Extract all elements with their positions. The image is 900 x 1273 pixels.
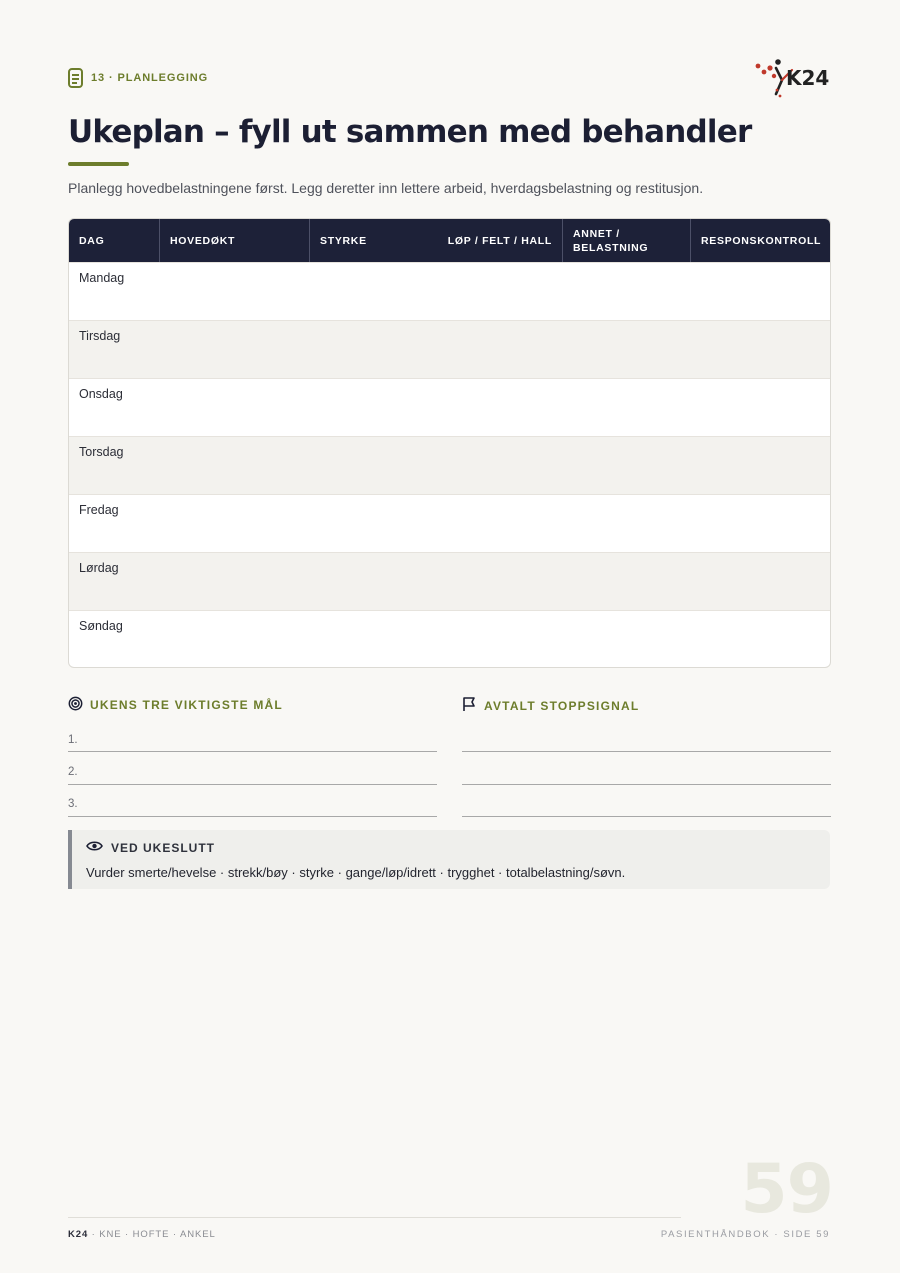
response-check-cell[interactable] xyxy=(691,263,830,320)
page-subtitle: Planlegg hovedbelastningene først. Legg deretter inn lettere arbeid, hverdagsbelastning og restitusjon. xyxy=(68,180,704,196)
strength-run-cell[interactable] xyxy=(310,611,563,668)
main-session-cell[interactable] xyxy=(160,553,310,610)
eye-icon xyxy=(86,840,103,855)
flag-icon xyxy=(462,696,477,715)
strength-run-cell[interactable] xyxy=(310,553,563,610)
section-tag xyxy=(68,68,208,88)
footer-topics: · KNE · HOFTE · ANKEL xyxy=(88,1229,216,1240)
other-load-cell[interactable] xyxy=(563,263,691,320)
table-row xyxy=(69,610,830,668)
goal-number: 2. xyxy=(68,766,78,778)
main-session-cell[interactable] xyxy=(160,437,310,494)
column-header-run-field-hall: LØP / FELT / HALL xyxy=(447,234,552,247)
response-check-cell[interactable] xyxy=(691,321,830,378)
column-header-strength-run xyxy=(310,219,563,262)
goal-line[interactable] xyxy=(68,816,437,817)
goals-title: UKENS TRE VIKTIGSTE MÅL xyxy=(90,698,283,712)
day-cell: Tirsdag xyxy=(79,329,121,343)
title-underline xyxy=(68,162,129,166)
callout-title: VED UKESLUTT xyxy=(111,840,216,855)
response-check-cell[interactable] xyxy=(691,611,830,668)
goal-line[interactable] xyxy=(68,784,437,785)
big-page-number: 59 xyxy=(740,1150,833,1229)
day-cell: Fredag xyxy=(79,503,119,517)
calendar-icon xyxy=(68,68,83,88)
target-icon xyxy=(68,696,83,714)
footer-page-label: PASIENTHÅNDBOK · SIDE 59 xyxy=(660,1229,830,1240)
response-check-cell[interactable] xyxy=(691,495,830,552)
response-check-cell[interactable] xyxy=(691,379,830,436)
goal-number: 3. xyxy=(68,798,78,810)
goal-line[interactable] xyxy=(68,751,437,752)
table-row xyxy=(69,262,830,320)
day-cell: Torsdag xyxy=(79,445,124,459)
main-session-cell[interactable] xyxy=(160,611,310,668)
strength-run-cell[interactable] xyxy=(310,379,563,436)
table-header xyxy=(69,219,830,262)
stop-signal-line[interactable] xyxy=(462,784,831,785)
table-row xyxy=(69,494,830,552)
other-load-cell[interactable] xyxy=(563,611,691,668)
goal-number: 1. xyxy=(68,734,78,746)
column-header-day: DAG xyxy=(69,219,160,262)
k24-logo xyxy=(752,58,832,100)
stop-signal-heading xyxy=(462,696,639,715)
table-row xyxy=(69,552,830,610)
strength-run-cell[interactable] xyxy=(310,495,563,552)
other-load-cell[interactable] xyxy=(563,321,691,378)
stop-signal-title: AVTALT STOPPSIGNAL xyxy=(484,698,640,713)
other-load-cell[interactable] xyxy=(563,437,691,494)
footer-left xyxy=(68,1229,216,1240)
table-row xyxy=(69,320,830,378)
callout-heading xyxy=(86,840,215,855)
day-cell: Søndag xyxy=(79,619,123,633)
week-end-callout xyxy=(68,830,830,889)
main-session-cell[interactable] xyxy=(160,495,310,552)
footer-brand: K24 xyxy=(68,1229,89,1240)
callout-text: Vurder smerte/hevelse · strekk/bøy · styrke · gange/løp/idrett · trygghet · totalbelastning/søvn. xyxy=(86,865,626,880)
day-cell: Lørdag xyxy=(79,561,119,575)
section-label: 13 · PLANLEGGING xyxy=(91,72,209,84)
stop-signal-line[interactable] xyxy=(462,751,831,752)
goals-heading xyxy=(68,696,283,714)
table-row xyxy=(69,436,830,494)
main-session-cell[interactable] xyxy=(160,379,310,436)
day-cell: Onsdag xyxy=(79,387,123,401)
day-cell: Mandag xyxy=(79,271,125,285)
strength-run-cell[interactable] xyxy=(310,263,563,320)
column-header-response-check: RESPONSKONTROLL xyxy=(701,234,822,247)
response-check-cell[interactable] xyxy=(691,437,830,494)
other-load-cell[interactable] xyxy=(563,495,691,552)
main-session-cell[interactable] xyxy=(160,321,310,378)
other-load-cell[interactable] xyxy=(563,553,691,610)
stop-signal-line[interactable] xyxy=(462,816,831,817)
main-session-cell[interactable] xyxy=(160,263,310,320)
response-check-cell[interactable] xyxy=(691,553,830,610)
footer-divider xyxy=(68,1217,681,1218)
strength-run-cell[interactable] xyxy=(310,321,563,378)
weekly-plan-table xyxy=(68,218,831,668)
column-header-main-session: HOVEDØKT xyxy=(160,219,310,262)
strength-run-cell[interactable] xyxy=(310,437,563,494)
column-header-strength: STYRKE xyxy=(320,234,367,247)
page-title: Ukeplan – fyll ut sammen med behandler xyxy=(68,114,752,150)
logo-text: K24 xyxy=(786,66,830,90)
column-header-other-load: ANNET / BELASTNING xyxy=(563,219,691,262)
other-load-cell[interactable] xyxy=(563,379,691,436)
table-row xyxy=(69,378,830,436)
